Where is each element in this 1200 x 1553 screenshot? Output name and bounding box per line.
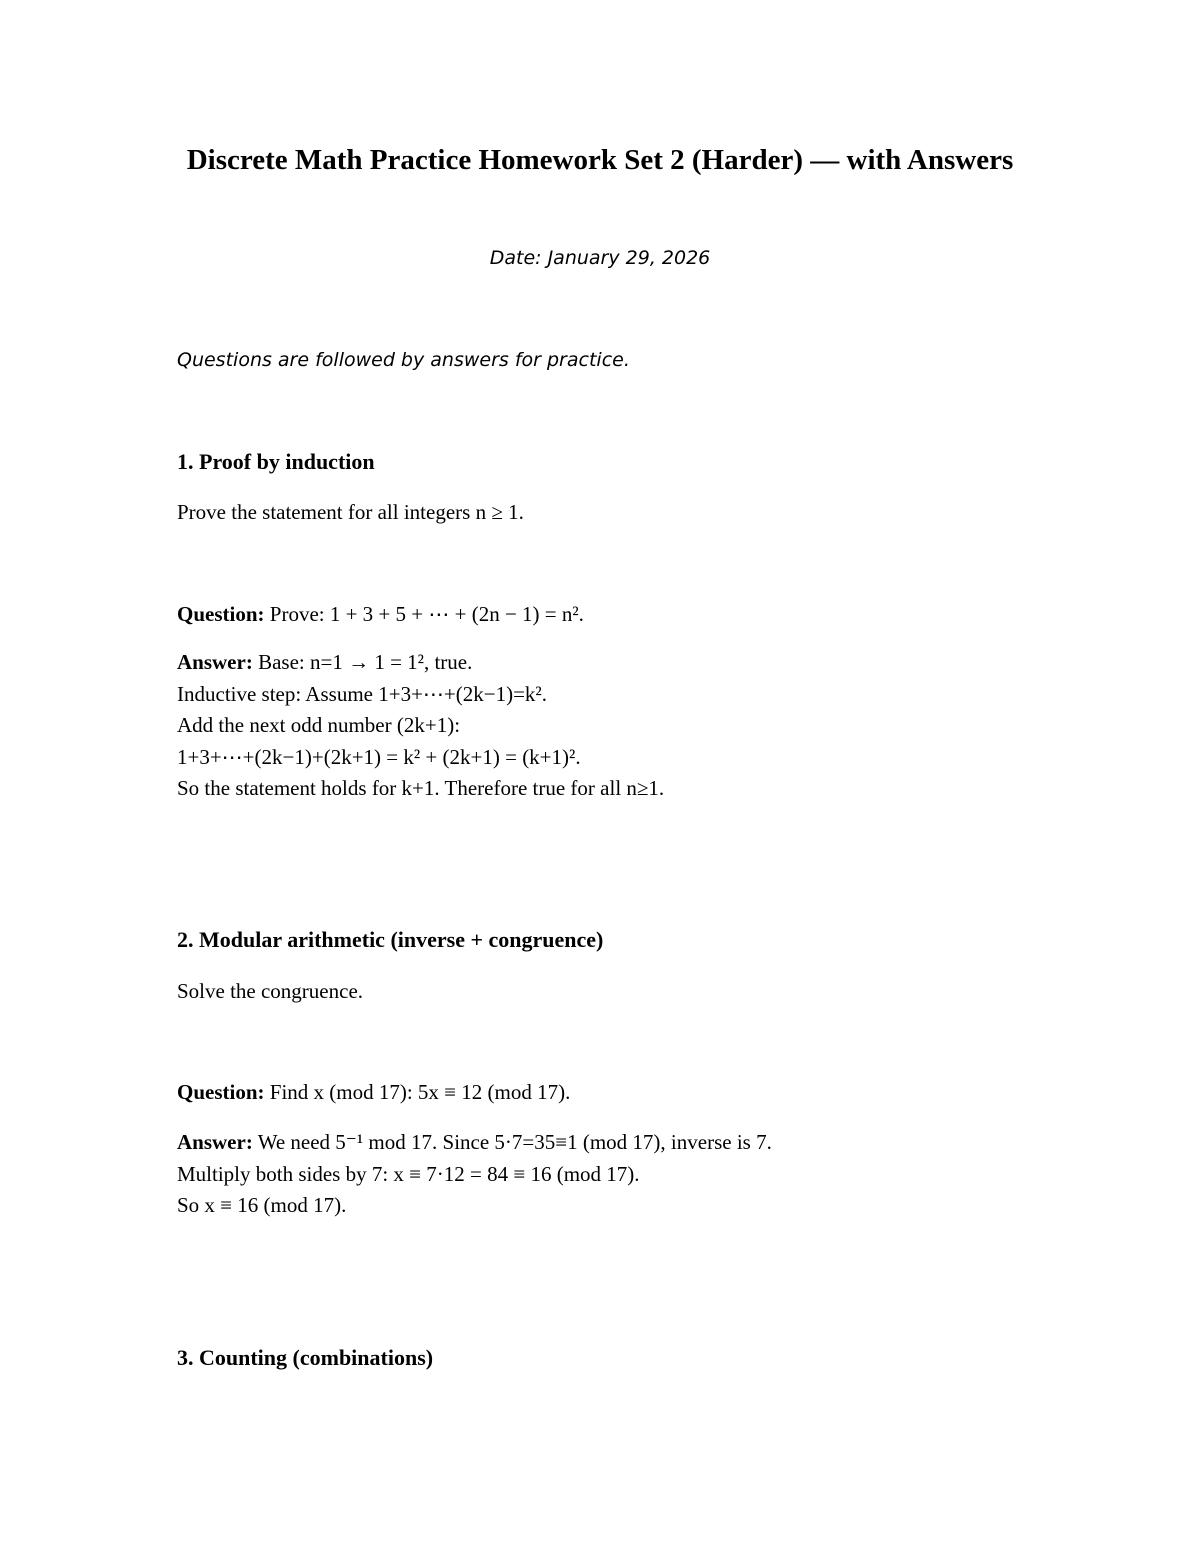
section-2-answer: [177, 1127, 772, 1222]
answer-label: Answer:: [177, 650, 253, 674]
section-1-question: [177, 599, 584, 630]
document-date: Date: January 29, 2026: [489, 247, 711, 269]
answer-line: Inductive step: Assume 1+3+⋯+(2k−1)=k².: [177, 681, 547, 706]
section-2-heading: 2. Modular arithmetic (inverse + congruence): [177, 927, 604, 952]
answer-line: Multiply both sides by 7: x ≡ 7·12 = 84 ≡ 16 (mod 17).: [177, 1161, 640, 1186]
section-3-heading: 3. Counting (combinations): [177, 1345, 434, 1370]
answer-line: So the statement holds for k+1. Therefore true for all n≥1.: [177, 776, 665, 800]
document-title: Discrete Math Practice Homework Set 2 (Harder) — with Answers: [186, 144, 1014, 176]
answer-line: So x ≡ 16 (mod 17).: [177, 1193, 347, 1217]
answer-line: Answer: Base: n=1 → 1 = 1², true.: [177, 650, 473, 674]
question-label: Question:: [177, 1080, 265, 1104]
document-intro: Questions are followed by answers for practice.: [177, 349, 630, 371]
question-text: Find x (mod 17): 5x ≡ 12 (mod 17).: [264, 1080, 571, 1104]
answer-line: 1+3+⋯+(2k−1)+(2k+1) = k² + (2k+1) = (k+1)².: [177, 744, 581, 769]
section-2-instruction: Solve the congruence.: [177, 979, 364, 1003]
answer-line: Answer: We need 5⁻¹ mod 17. Since 5·7=35≡1 (mod 17), inverse is 7.: [177, 1130, 772, 1154]
answer-line: Add the next odd number (2k+1):: [177, 713, 461, 737]
section-2-question: [177, 1077, 570, 1108]
question-text: Prove: 1 + 3 + 5 + ⋯ + (2n − 1) = n².: [264, 602, 584, 626]
question-label: Question:: [177, 602, 265, 626]
answer-label: Answer:: [177, 1130, 253, 1154]
section-1-answer: [177, 647, 664, 805]
section-1-instruction: Prove the statement for all integers n ≥ 1.: [177, 500, 524, 524]
section-1-heading: 1. Proof by induction: [177, 449, 375, 474]
